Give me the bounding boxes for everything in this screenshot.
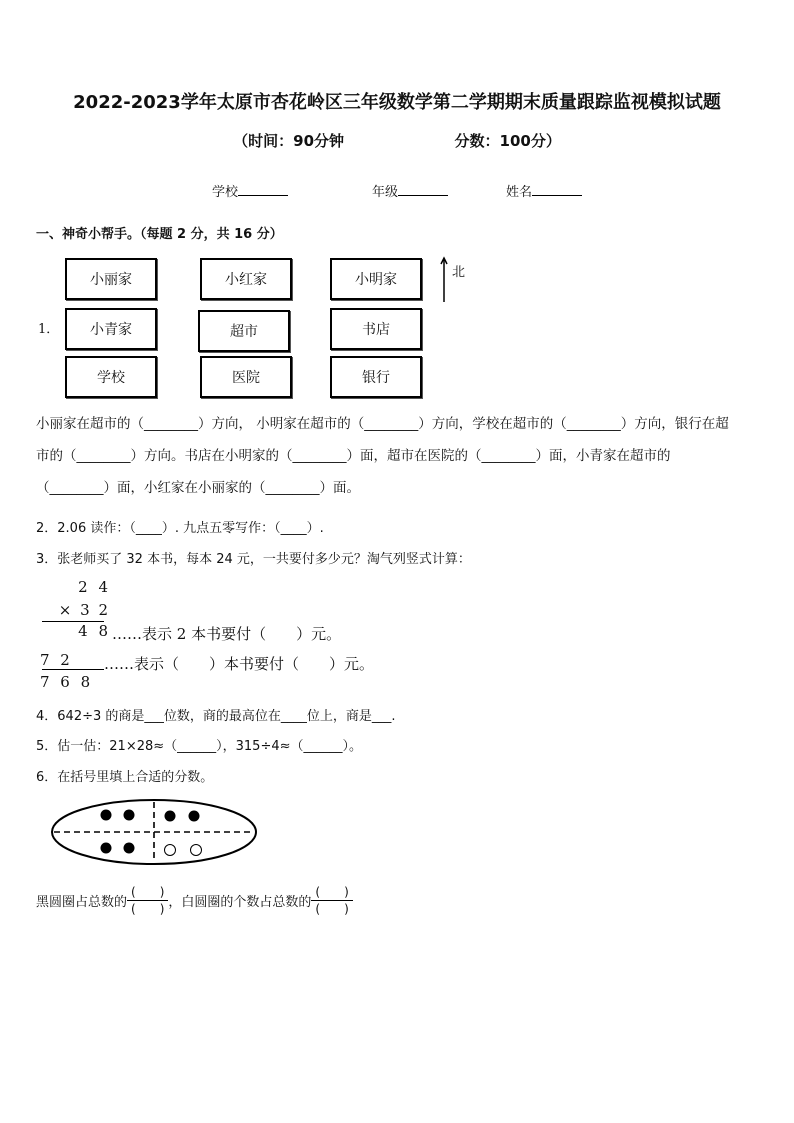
box-bookstore: 书店: [330, 308, 422, 350]
calc-row1: 2 4: [78, 578, 108, 596]
box-xiaoli-home: 小丽家: [65, 258, 157, 300]
grade-field[interactable]: 年级: [372, 181, 448, 200]
black-circle: [165, 811, 176, 822]
school-blank[interactable]: [238, 182, 288, 196]
box-supermarket: 超市: [198, 310, 290, 352]
name-blank[interactable]: [532, 182, 582, 196]
black-circle: [124, 810, 135, 821]
q1-text-line2: 市的（________）方向。书店在小明家的（________）面，超市在医院的（________）面，小青家在超市的: [36, 448, 671, 464]
exam-info: [0, 130, 794, 151]
q1-text-line3: （________）面，小红家在小丽家的（________）面。: [36, 480, 360, 496]
page-title: 2022-2023学年太原市杏花岭区三年级数学第二学期期末质量跟踪监视模拟试题: [73, 92, 721, 113]
q6-text: 6．在括号里填上合适的分数。: [36, 770, 214, 785]
box-xiaoming-home: 小明家: [330, 258, 422, 300]
circle-oval-figure: [48, 796, 262, 868]
q1-text-line1: 小丽家在超市的（________）方向， 小明家在超市的（________）方向，学校在超市的（________）方向，银行在超: [36, 416, 729, 432]
section-heading: 一、神奇小帮手。（每题 2 分，共 16 分）: [36, 227, 283, 242]
exam-score: 分数：100分）: [454, 132, 561, 150]
calc-rule-2: [42, 669, 104, 670]
calc-note2: ……表示（ ）本书要付（ ）元。: [104, 655, 375, 673]
box-bank: 银行: [330, 356, 422, 398]
box-xiaohong-home: 小红家: [200, 258, 292, 300]
black-circle: [124, 843, 135, 854]
q1-number: 1．: [38, 322, 60, 337]
calc-row2: × 3 2: [58, 601, 108, 619]
q5-text: 5．估一估：21×28≈（______），315÷4≈（______）。: [36, 739, 363, 754]
fraction-black[interactable]: $\frac{( )}{( )}$: [127, 884, 168, 917]
north-label: 北: [452, 265, 466, 280]
calc-row4: 7 2: [40, 651, 70, 669]
exam-time: （时间：90分钟: [233, 132, 345, 150]
q4-text: 4．642÷3 的商是___位数，商的最高位在____位上，商是___.: [36, 709, 396, 724]
black-circle: [101, 810, 112, 821]
white-circle: [191, 845, 202, 856]
calc-note1: ……表示 2 本书要付（ ）元。: [112, 625, 342, 643]
black-circle: [189, 811, 200, 822]
q6-answer-line: 黑圆圈占总数的 $\frac{( )}{( )}$ ，白圆圈的个数占总数的 $\frac{( )}{( )}$: [36, 884, 353, 917]
grade-blank[interactable]: [398, 182, 448, 196]
black-circle: [101, 843, 112, 854]
white-circle: [165, 845, 176, 856]
box-xiaoqing-home: 小青家: [65, 308, 157, 350]
north-arrow-icon: [438, 256, 450, 304]
calc-row3: 4 8: [78, 622, 108, 640]
box-hospital: 医院: [200, 356, 292, 398]
box-school: 学校: [65, 356, 157, 398]
fraction-white[interactable]: $\frac{( )}{( )}$: [311, 884, 352, 917]
school-field[interactable]: 学校: [212, 181, 288, 200]
q2-text: 2．2.06 读作：（____）. 九点五零写作：（____）.: [36, 521, 324, 536]
calc-row5: 7 6 8: [40, 673, 91, 691]
q3-text: 3．张老师买了 32 本书，每本 24 元，一共要付多少元？淘气列竖式计算：: [36, 552, 471, 567]
name-field[interactable]: 姓名: [506, 181, 582, 200]
